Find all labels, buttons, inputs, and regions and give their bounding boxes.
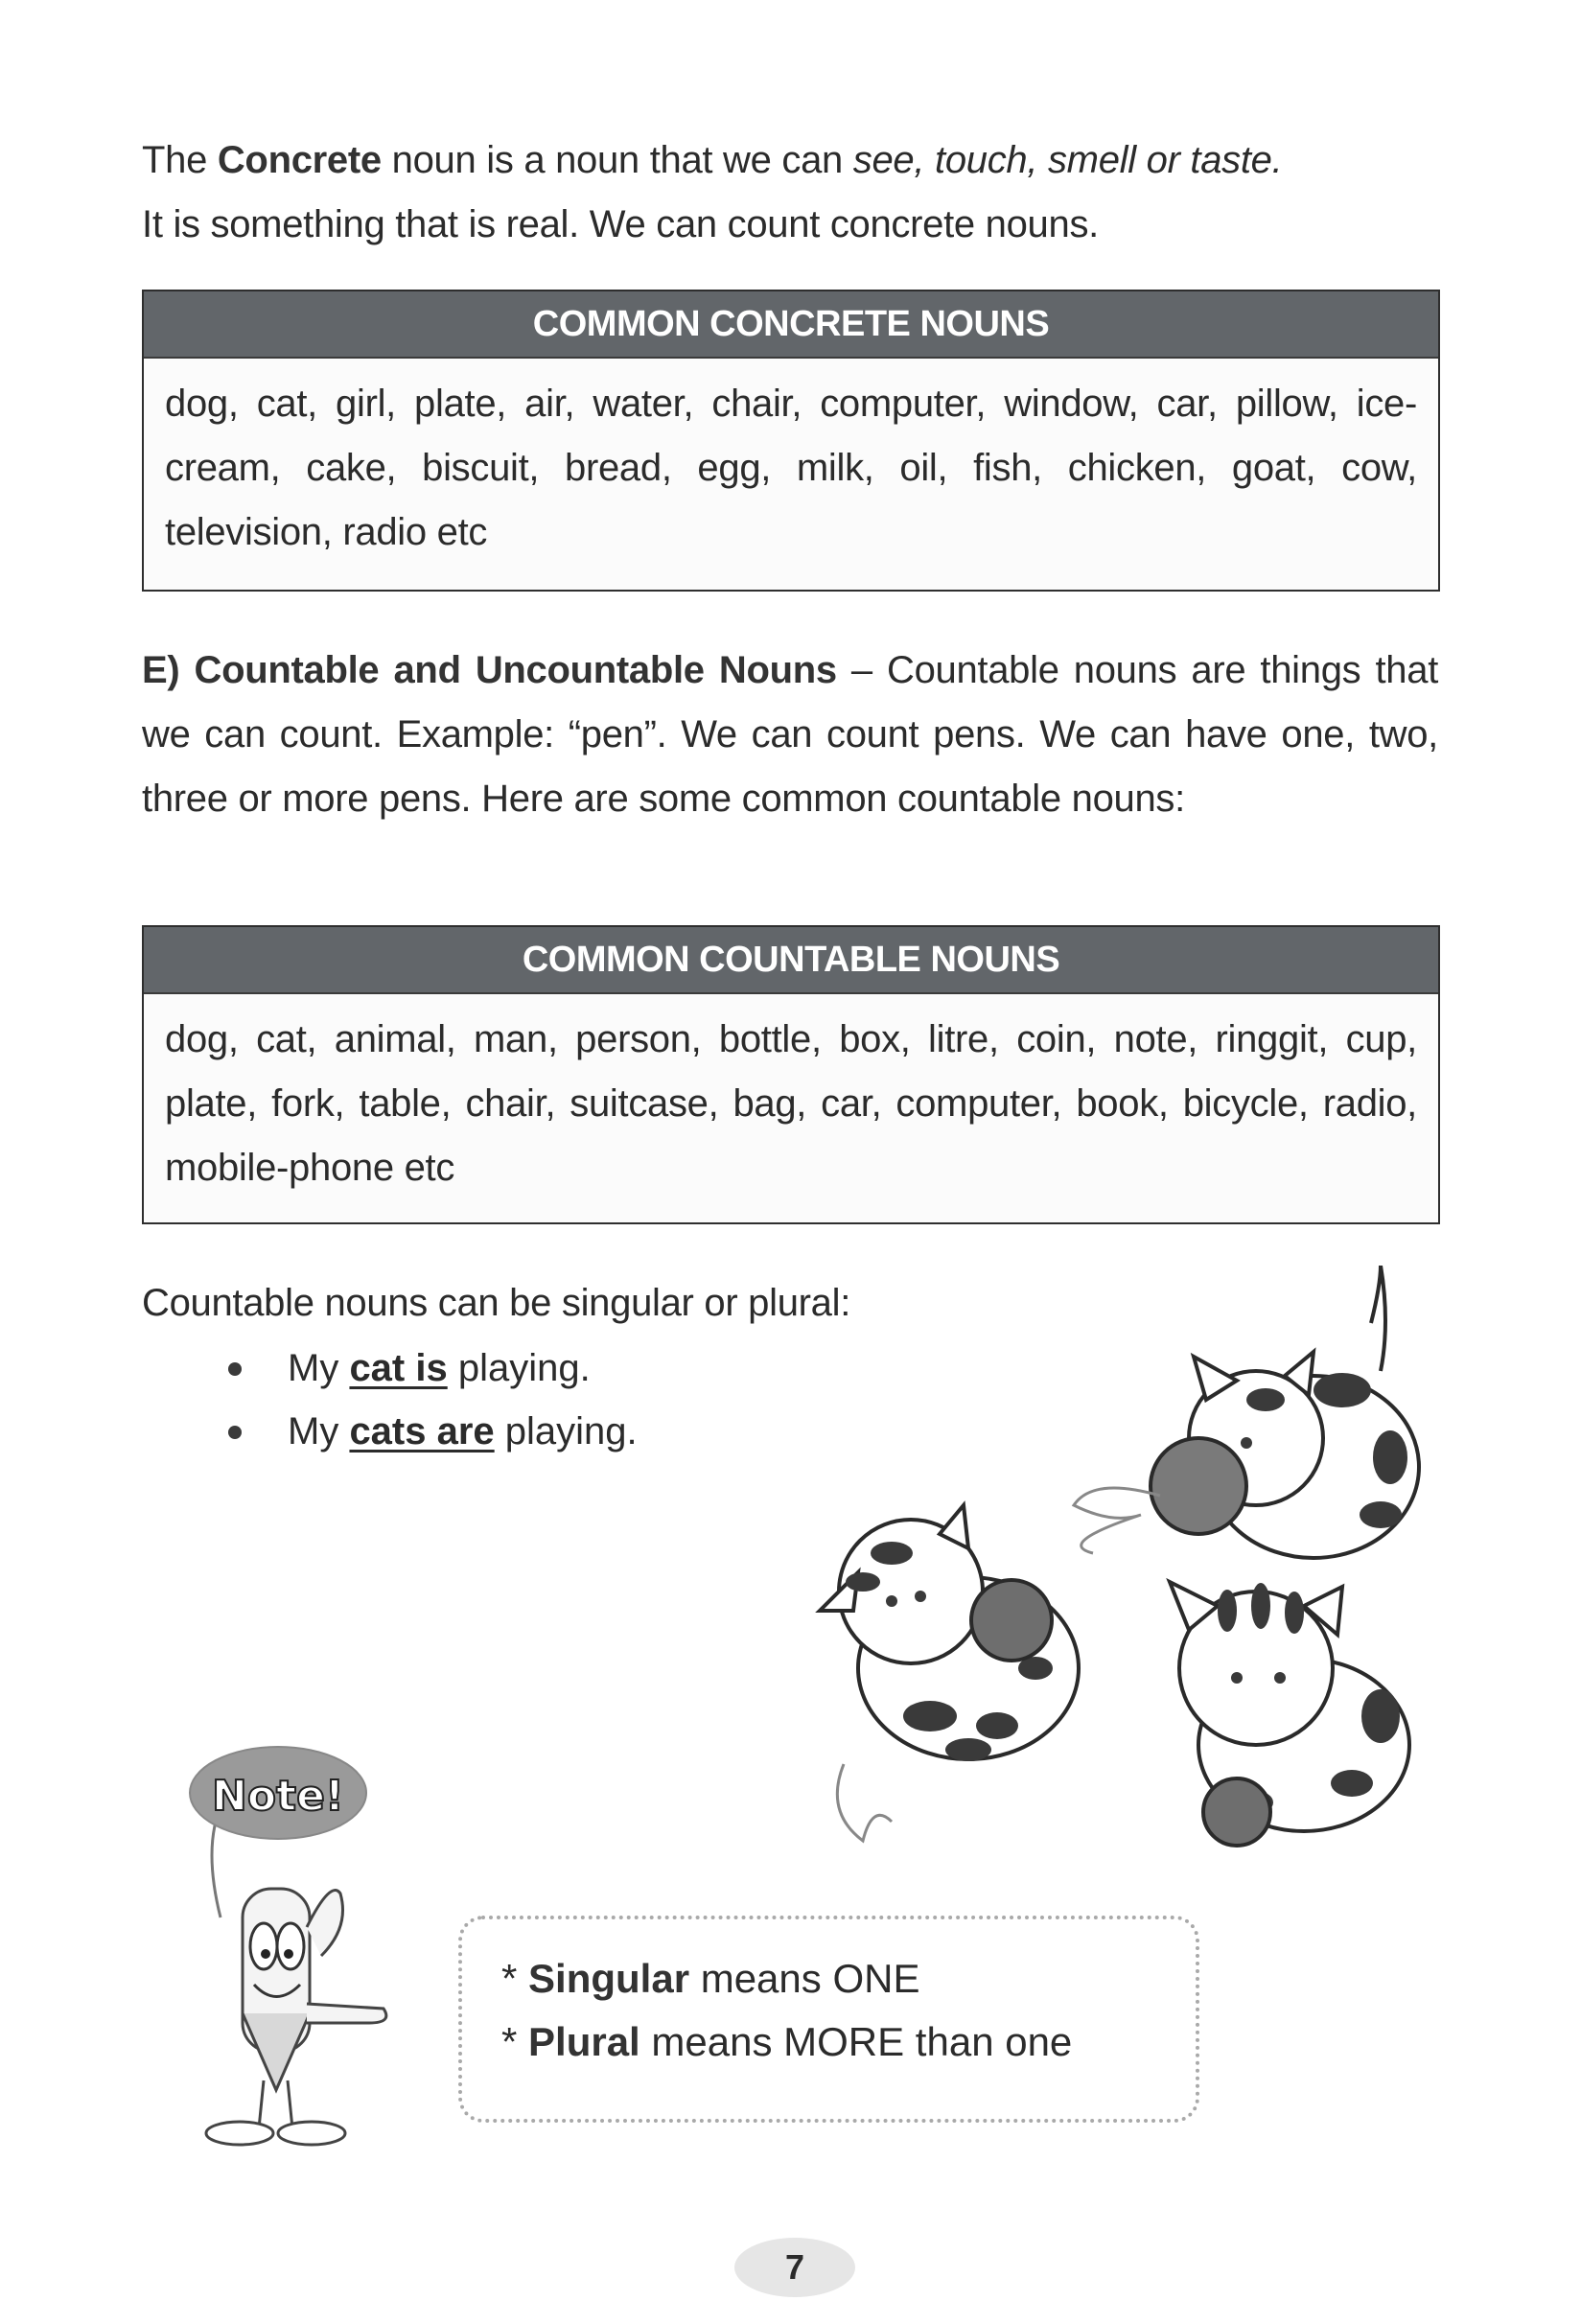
countable-nouns-box xyxy=(142,925,1440,1224)
concrete-term: Concrete xyxy=(217,139,382,181)
example-item: My cats are playing. xyxy=(221,1400,638,1463)
concrete-nouns-box xyxy=(142,290,1440,592)
concrete-nouns-title: COMMON CONCRETE NOUNS xyxy=(144,291,1438,359)
intro-line-2: It is something that is real. We can count concrete nouns. xyxy=(142,203,1099,245)
concrete-nouns-list: dog, cat, girl, plate, air, water, chair, computer, window, car, pillow, ice-cream, cake, biscuit, bread, egg, milk, oil, fish, chicken, goat, cow, television, radio etc xyxy=(165,383,1417,553)
section-e-paragraph xyxy=(142,639,1438,831)
bullet-icon xyxy=(228,1426,242,1439)
section-e-heading: E) Countable and Uncountable Nouns xyxy=(142,649,837,691)
underlined-phrase: cats are xyxy=(349,1410,495,1452)
senses-italic: see, touch, smell or taste. xyxy=(852,139,1283,181)
underlined-phrase: cat is xyxy=(349,1347,448,1389)
page-number: 7 xyxy=(734,2238,855,2297)
section-e-text: – Countable nouns are things that we can count. Example: “pen”. We can count pens. We can have one, two, three or more pens. Here are some common countable nouns: xyxy=(142,649,1439,820)
kittens-illustration-icon xyxy=(805,1266,1438,1860)
countable-nouns-list: dog, cat, animal, man, person, bottle, box, litre, coin, note, ringgit, cup, plate, fork, table, chair, suitcase, bag, car, computer, book, bicycle, radio, mobile-phone etc xyxy=(165,1018,1417,1189)
example-list xyxy=(221,1336,638,1463)
intro-line-1: The Concrete noun is a noun that we can see, touch, smell or taste. xyxy=(142,139,1283,181)
example-item: My cat is playing. xyxy=(221,1336,638,1400)
pencil-mascot-icon xyxy=(187,1735,436,2148)
note-bubble-label: Note! xyxy=(212,1772,344,1821)
bullet-icon xyxy=(228,1362,242,1376)
note-plural: * Plural means MORE than one xyxy=(501,2019,1073,2064)
countable-nouns-title: COMMON COUNTABLE NOUNS xyxy=(144,927,1438,994)
note-singular: * Singular means ONE xyxy=(501,1956,920,2001)
singular-plural-lead: Countable nouns can be singular or plural: xyxy=(142,1282,851,1324)
intro-paragraph xyxy=(142,128,1438,257)
